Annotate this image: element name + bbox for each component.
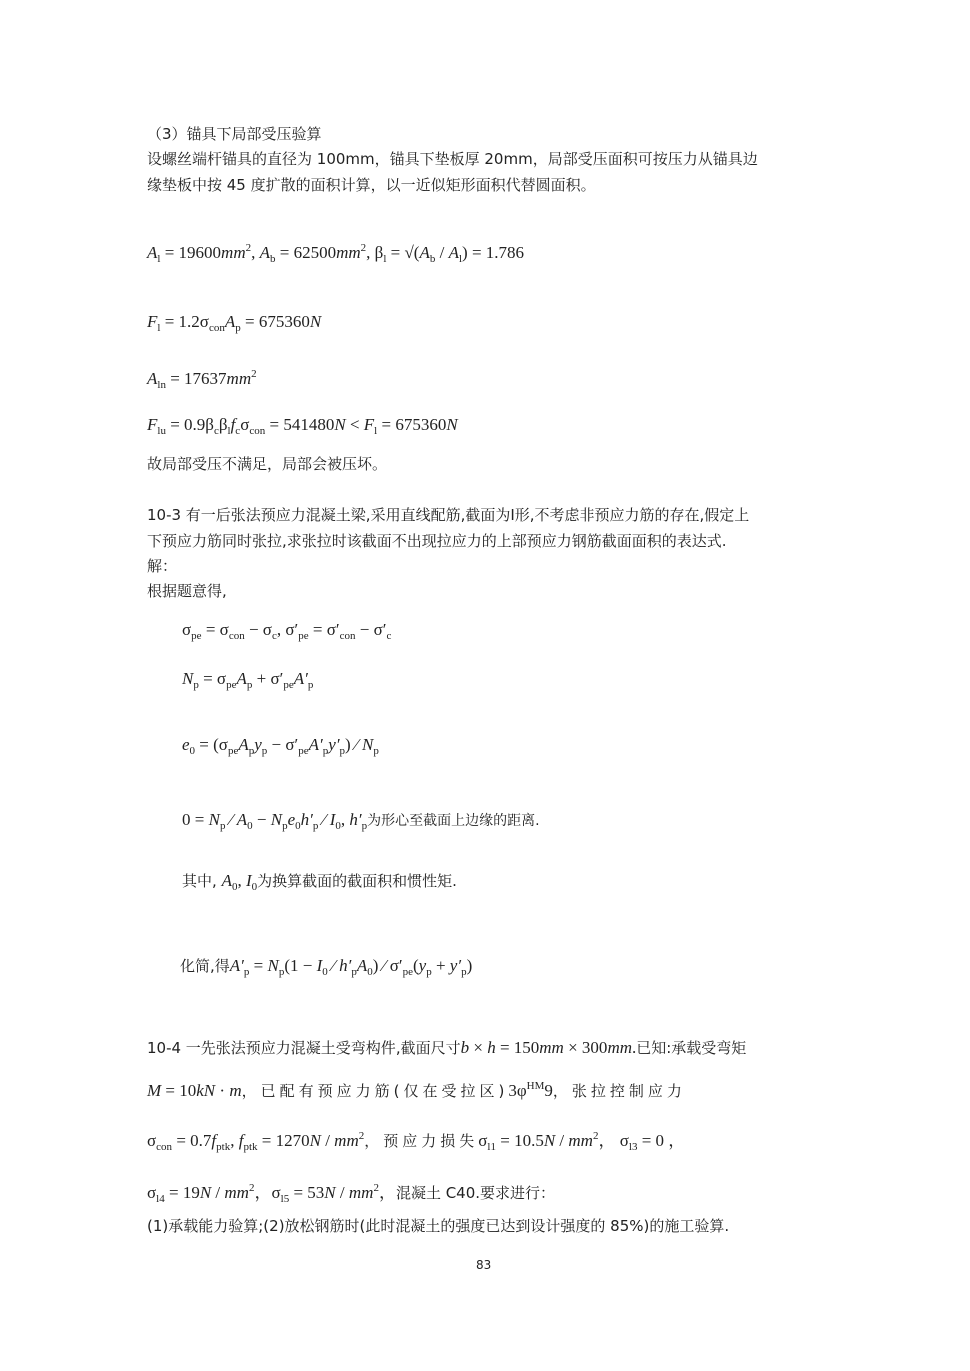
formula-segment: = σ′ — [308, 620, 340, 639]
formula-segment: N — [270, 810, 283, 829]
formula-segment: l — [227, 425, 231, 437]
problem-10-4-line4 — [147, 1177, 555, 1210]
formula-segment: m — [229, 1081, 242, 1100]
where-note: 为换算截面的截面积和惯性矩. — [257, 872, 457, 890]
text: ，已配有预应力筋(仅在受拉区) — [241, 1082, 509, 1100]
formula-segment: con — [249, 425, 266, 437]
where-prefix: 其中, — [182, 872, 217, 890]
loss-math — [478, 1130, 686, 1153]
formula-segment: l — [458, 253, 463, 265]
formula-segment: F — [363, 415, 375, 434]
formula-segment: N — [208, 810, 220, 829]
formula-segment: p — [219, 820, 226, 832]
formula-segment: ptk — [243, 1141, 258, 1153]
formula-segment: pe — [402, 966, 413, 978]
formula-segment: N — [267, 956, 279, 975]
formula-segment: + — [431, 956, 450, 975]
problem-10-4-line3 — [147, 1125, 685, 1158]
formula-segment: 2 — [373, 1182, 379, 1194]
formula-segment: I — [329, 810, 336, 829]
formula-segment: = σ — [201, 620, 229, 639]
formula-segment: N — [199, 1183, 212, 1202]
formula-segment: mm — [348, 1183, 374, 1202]
formula-segment: . — [632, 1038, 637, 1057]
formula-segment: / — [335, 1183, 349, 1202]
formula-segment: f — [230, 415, 236, 434]
paragraph-line: 缘垫板中按 45 度扩散的面积计算，以一近似矩形面积代替圆面积。 — [147, 176, 596, 194]
formula-segment: N — [324, 1183, 336, 1202]
formula-segment: = 19 — [164, 1183, 200, 1202]
formula-segment: N — [446, 415, 458, 434]
formula-segment: A′ — [293, 669, 308, 688]
formula-segment: I — [316, 956, 323, 975]
formula-segment: A — [221, 871, 232, 890]
formula-segment: ptk — [216, 1141, 231, 1153]
formula-segment: 0 — [295, 820, 301, 832]
formula-simplified — [180, 955, 472, 983]
formula-segment: 2 — [360, 242, 367, 254]
formula-segment: , — [340, 810, 350, 829]
formula-segment: = 53 — [289, 1183, 325, 1202]
where-line — [182, 870, 457, 898]
formula-segment: / — [211, 1183, 225, 1202]
formula-segment: 0 — [251, 881, 258, 893]
problem-10-3-line: 10-3 有一后张法预应力混凝土梁,采用直线配筋,截面为I形,不考虑非预应力筋的存在,假定上 — [147, 506, 750, 524]
formula-segment: × — [469, 1038, 488, 1057]
formula-segment: , σ′ — [276, 620, 299, 639]
formula-segment: = 0 ， — [637, 1131, 686, 1150]
formula-segment: pe — [226, 679, 237, 691]
formula-segment: ( — [412, 956, 419, 975]
formula-segment: 2 — [358, 1130, 365, 1142]
formula-segment: p — [243, 966, 250, 978]
formula-segment: A′ — [308, 735, 323, 754]
formula-segment: p — [312, 820, 319, 832]
formula-segment: p — [426, 966, 432, 978]
text: ，预应力损失 — [364, 1132, 479, 1150]
formula-segment: F — [147, 312, 158, 331]
formula-segment: N — [334, 415, 346, 434]
formula-segment: con — [228, 630, 245, 642]
formula-zero — [182, 809, 540, 837]
loss-math — [147, 1182, 396, 1205]
formula-segment: b — [429, 253, 436, 265]
formula-segment: f — [238, 1131, 244, 1150]
formula-segment: mm — [539, 1038, 564, 1057]
formula-segment: p — [248, 745, 255, 757]
formula-segment: mm — [221, 243, 246, 262]
formula-segment: = 19600 — [160, 243, 222, 262]
formula-segment: < — [345, 415, 364, 434]
formula-segment: · — [215, 1081, 230, 1100]
formula-segment: 0 = — [182, 810, 209, 829]
text: 10-4 一先张法预应力混凝土受弯构件,截面尺寸 — [147, 1039, 461, 1057]
moment-math — [147, 1081, 242, 1100]
formula-segment: 0 — [247, 820, 253, 832]
formula-segment: lu — [157, 425, 166, 437]
formula-segment: − σ′ — [355, 620, 387, 639]
formula-segment: β — [218, 415, 228, 434]
formula-segment: p — [339, 745, 346, 757]
formula-segment: pe — [227, 745, 239, 757]
formula-fl — [147, 311, 321, 339]
formula-segment: A — [356, 956, 368, 975]
formula-segment: σ — [240, 415, 250, 434]
formula-segment: y — [254, 735, 262, 754]
formula-segment: b — [270, 253, 276, 265]
formula-segment: kN — [196, 1081, 216, 1100]
formula-segment: = 675360 — [240, 312, 310, 331]
ap-lhs — [229, 956, 268, 978]
formula-segment: f — [211, 1131, 217, 1150]
formula-segment: con — [156, 1141, 173, 1153]
formula-segment: l — [157, 322, 161, 334]
formula-segment: c — [386, 630, 392, 642]
formula-aln — [147, 363, 257, 396]
formula-segment: σ — [147, 1183, 157, 1202]
formula-segment: p — [373, 745, 379, 757]
formula-segment: 0 — [322, 966, 328, 978]
problem-10-4-line1 — [147, 1037, 746, 1059]
formula-segment: p — [193, 679, 199, 691]
formula-segment: = 10 — [161, 1081, 197, 1100]
formula-segment: y′ — [449, 956, 462, 975]
text: ，张拉控制应力 — [552, 1082, 686, 1100]
rebar-math — [508, 1081, 553, 1100]
formula-segment: 3φ — [508, 1081, 527, 1100]
formula-segment: M — [147, 1081, 162, 1100]
formula-segment: = 1270 — [257, 1131, 310, 1150]
formula-segment: (1 − — [284, 956, 317, 975]
text: 已知:承载受弯矩 — [636, 1039, 747, 1057]
formula-segment: y — [418, 956, 427, 975]
formula-zero-math — [182, 810, 368, 832]
formula-segment: / — [555, 1131, 569, 1150]
formula-segment: p — [351, 966, 357, 978]
formula-segment: + σ′ — [252, 669, 284, 688]
formula-segment: = 62500 — [275, 243, 337, 262]
formula-segment: 2 — [251, 368, 257, 380]
formula-segment: = √( — [386, 243, 420, 262]
formula-segment: p — [246, 679, 253, 691]
formula-segment: N — [543, 1131, 556, 1150]
formula-segment: l — [374, 425, 378, 437]
paragraph-line: 设螺丝端杆锚具的直径为 100mm，锚具下垫板厚 20mm，局部受压面积可按压力从锚具边 — [147, 150, 758, 168]
formula-segment: A — [147, 243, 158, 262]
formula-areas — [147, 237, 524, 270]
formula-segment: ) — [466, 956, 473, 975]
ap-rhs — [267, 956, 473, 978]
conclusion: 故局部受压不满足，局部会被压坏。 — [147, 455, 388, 473]
formula-segment: = 150 — [495, 1038, 540, 1057]
formula-segment: A — [236, 810, 248, 829]
formula-segment: p — [261, 745, 268, 757]
formula-segment: l5 — [280, 1193, 290, 1205]
formula-segment: A — [238, 735, 249, 754]
formula-segment: h′ — [349, 810, 362, 829]
section-heading: （3）锚具下局部受压验算 — [147, 125, 322, 143]
formula-segment: l — [157, 253, 161, 265]
formula-segment: 2 — [248, 1182, 255, 1194]
formula-segment: / — [435, 243, 449, 262]
formula-segment: A — [259, 243, 270, 262]
formula-segment: = 1.2σ — [160, 312, 209, 331]
formula-segment: ， — [378, 1183, 396, 1202]
formula-segment: = 17637 — [165, 369, 227, 388]
formula-segment: , β — [366, 243, 384, 262]
formula-sigma-pe — [182, 619, 391, 647]
formula-segment: mm — [607, 1038, 632, 1057]
formula-segment: ⁄ — [225, 810, 237, 829]
formula-segment: b — [460, 1038, 470, 1057]
formula-segment: , — [251, 243, 260, 262]
formula-segment: p — [282, 820, 288, 832]
formula-segment: con — [339, 630, 356, 642]
formula-segment: c — [235, 425, 241, 437]
formula-segment: − — [252, 810, 271, 829]
formula-segment: 0 — [335, 820, 341, 832]
formula-segment: p — [361, 820, 368, 832]
formula-segment: 0 — [189, 745, 196, 757]
formula-segment: y′ — [328, 735, 340, 754]
formula-segment: p — [307, 679, 314, 691]
formula-segment: − σ′ — [267, 735, 299, 754]
formula-segment: p — [322, 745, 329, 757]
formula-segment: ⁄ — [318, 810, 330, 829]
formula-segment: mm — [226, 369, 252, 388]
formula-segment: ， σ — [598, 1131, 629, 1150]
formula-segment: , — [230, 1131, 239, 1150]
formula-segment: l3 — [628, 1141, 638, 1153]
formula-segment: 9 — [544, 1081, 553, 1100]
formula-segment: = (σ — [195, 735, 228, 754]
formula-segment: p — [235, 322, 241, 334]
formula-segment: ) = 1.786 — [462, 243, 525, 262]
formula-segment: N — [182, 669, 194, 688]
formula-segment: mm — [568, 1131, 593, 1150]
formula-segment: , — [237, 871, 246, 890]
formula-segment: F — [147, 415, 158, 434]
formula-segment: = 541480 — [265, 415, 335, 434]
solution-intro: 根据题意得, — [147, 582, 227, 600]
formula-segment: = — [249, 956, 268, 975]
formula-segment: l4 — [156, 1193, 165, 1205]
formula-segment: N — [309, 312, 322, 331]
hp-note: 为形心至截面上边缘的距离. — [367, 813, 540, 829]
formula-segment: l — [383, 253, 387, 265]
formula-segment: = 0.9β — [165, 415, 214, 434]
formula-segment: = 0.7 — [172, 1131, 212, 1150]
where-vars — [221, 871, 258, 893]
sigma-con-math — [147, 1130, 365, 1153]
formula-segment: h′ — [339, 956, 352, 975]
formula-segment: pe — [298, 630, 309, 642]
formula-segment: σ — [182, 620, 192, 639]
formula-segment: ) ⁄ — [345, 735, 363, 754]
formula-segment: = 10.5 — [495, 1131, 544, 1150]
formula-segment: 0 — [231, 881, 238, 893]
formula-segment: − σ — [244, 620, 272, 639]
formula-segment: × 300 — [563, 1038, 608, 1057]
formula-segment: I — [245, 871, 252, 890]
dimension-math — [461, 1038, 637, 1057]
formula-segment: A — [224, 312, 236, 331]
formula-segment: ln — [157, 379, 166, 391]
formula-segment: h′ — [300, 810, 313, 829]
page-number: 83 — [476, 1258, 492, 1272]
formula-segment: σ — [147, 1131, 157, 1150]
formula-segment: pe — [298, 745, 309, 757]
simplify-label: 化简,得 — [180, 957, 230, 975]
formula-segment: pe — [191, 630, 202, 642]
formula-segment: A — [448, 243, 459, 262]
formula-np — [182, 668, 313, 696]
formula-segment: ⁄ — [327, 956, 340, 975]
formula-segment: p — [278, 966, 285, 978]
formula-segment: c — [213, 425, 219, 437]
formula-segment: N — [309, 1131, 321, 1150]
formula-segment: A — [419, 243, 430, 262]
problem-10-4-line5: (1)承载能力验算;(2)放松钢筋时(此时混凝土的强度已达到设计强度的 85%)的施工验算. — [147, 1217, 730, 1235]
formula-segment: A — [147, 369, 158, 388]
formula-e0 — [182, 734, 379, 762]
solution-label: 解： — [147, 557, 178, 575]
formula-segment: = 675360 — [377, 415, 447, 434]
text: 混凝土 C40.要求进行： — [395, 1184, 556, 1202]
problem-10-4-line2 — [147, 1075, 686, 1102]
formula-segment: 2 — [592, 1130, 599, 1142]
formula-segment: h — [487, 1038, 496, 1057]
formula-segment: A — [236, 669, 247, 688]
problem-10-3-line: 下预应力筋同时张拉,求张拉时该截面不出现拉应力的上部预应力钢筋截面面积的表达式. — [147, 532, 727, 550]
formula-segment: e — [182, 735, 190, 754]
formula-segment: mm — [336, 243, 361, 262]
formula-segment: l1 — [487, 1141, 496, 1153]
formula-segment: σ — [478, 1131, 488, 1150]
formula-segment: pe — [283, 679, 294, 691]
formula-flu — [147, 414, 458, 442]
formula-segment: = σ — [198, 669, 227, 688]
formula-segment: mm — [334, 1131, 359, 1150]
formula-segment: N — [362, 735, 374, 754]
formula-segment: c — [271, 630, 277, 642]
formula-segment: A′ — [229, 956, 244, 975]
formula-segment: e — [287, 810, 296, 829]
formula-segment: 0 — [367, 966, 373, 978]
formula-segment: p — [461, 966, 467, 978]
formula-segment: ) ⁄ σ′ — [372, 956, 403, 975]
formula-segment: ，σ — [254, 1183, 281, 1202]
formula-segment: mm — [224, 1183, 249, 1202]
formula-segment: 2 — [245, 242, 252, 254]
formula-segment: HM — [526, 1080, 545, 1092]
formula-segment: con — [208, 322, 225, 334]
formula-segment: / — [320, 1131, 335, 1150]
